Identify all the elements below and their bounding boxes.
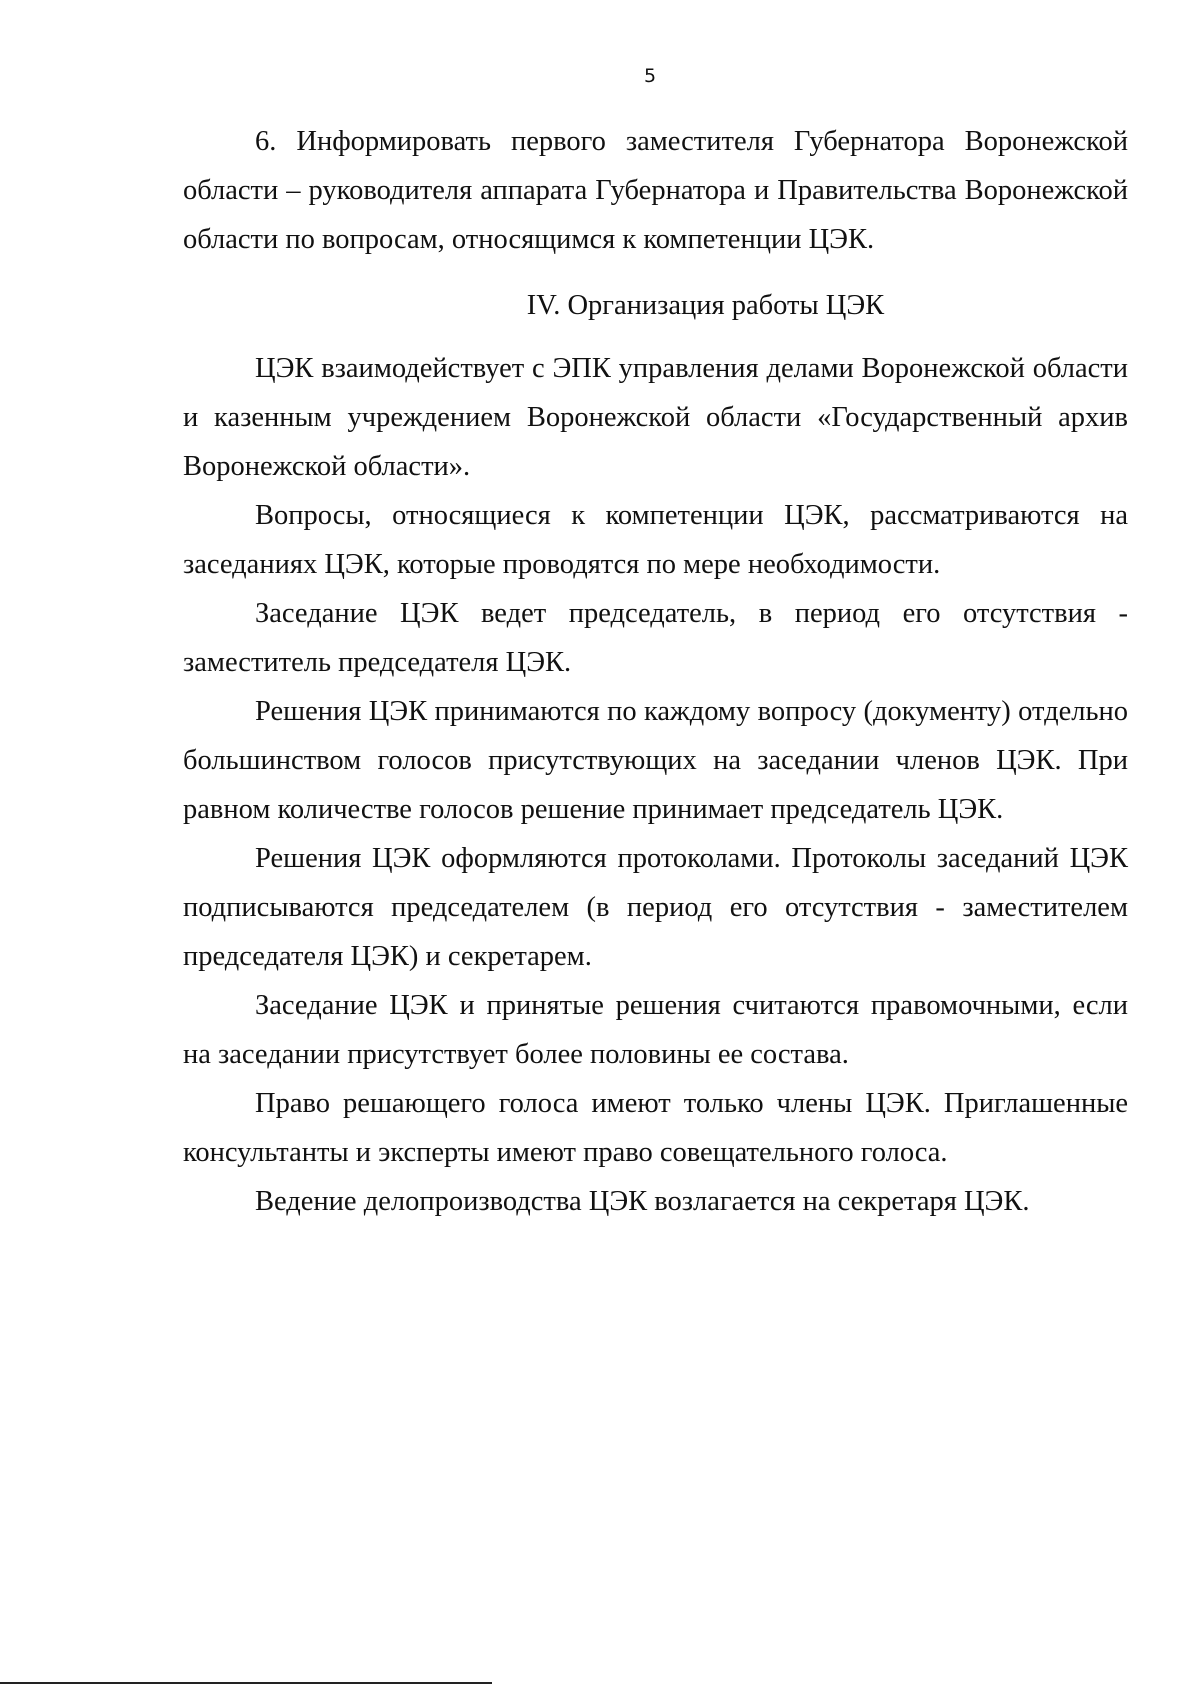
section-heading: IV. Организация работы ЦЭК bbox=[526, 290, 885, 321]
section-body bbox=[183, 344, 1128, 1226]
paragraph-6-block bbox=[183, 117, 1128, 264]
paragraph-records: Ведение делопроизводства ЦЭК возлагается на секретаря ЦЭК. bbox=[255, 1186, 1030, 1217]
paragraph-interaction: ЦЭК взаимодействует с ЭПК управления делами Воронежской области и казенным учреждением Воронежской области «Государственный архив Воронежской области». bbox=[183, 353, 1128, 482]
paragraph-protocols: Решения ЦЭК оформляются протоколами. Протоколы заседаний ЦЭК подписываются председателем (в период его отсутствия - заместителем председателя ЦЭК) и секретарем. bbox=[183, 843, 1128, 972]
paragraph-decisions: Решения ЦЭК принимаются по каждому вопросу (документу) отдельно большинством голосов присутствующих на заседании членов ЦЭК. При равном количестве голосов решение принимает председатель ЦЭК. bbox=[183, 696, 1128, 825]
paragraph-6: 6. Информировать первого заместителя Губернатора Воронежской области – руководителя аппарата Губернатора и Правительства Воронежской области по вопросам, относящимся к компетенции ЦЭК. bbox=[183, 126, 1128, 255]
paragraph-meetings: Вопросы, относящиеся к компетенции ЦЭК, рассматриваются на заседаниях ЦЭК, которые проводятся по мере необходимости. bbox=[183, 500, 1128, 580]
paragraph-chair: Заседание ЦЭК ведет председатель, в период его отсутствия - заместитель председателя ЦЭК. bbox=[183, 598, 1128, 678]
page-number: 5 bbox=[643, 65, 657, 87]
paragraph-voting: Право решающего голоса имеют только члены ЦЭК. Приглашенные консультанты и эксперты имеют право совещательного голоса. bbox=[183, 1088, 1128, 1168]
paragraph-quorum: Заседание ЦЭК и принятые решения считаются правомочными, если на заседании присутствует более половины ее состава. bbox=[183, 990, 1128, 1070]
section-heading-block bbox=[183, 281, 1128, 330]
bottom-rule bbox=[0, 1682, 492, 1684]
